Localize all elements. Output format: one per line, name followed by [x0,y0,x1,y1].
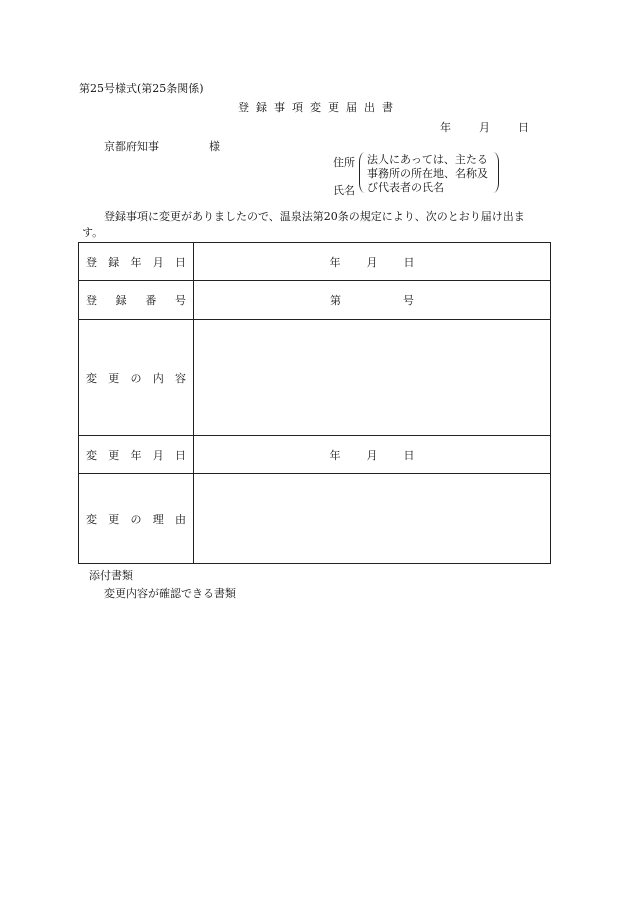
addressee [104,138,220,154]
table-row-registration-number [79,281,551,320]
submission-date [440,119,529,135]
addressee-name: 京都府知事 [104,140,159,153]
applicant-note-line: 法人にあっては、主たる [367,153,488,166]
row-label: 変更の内容 [79,320,194,436]
address-label: 住所 [333,156,355,169]
table-row-registration-date [79,243,551,281]
change-reason-field[interactable] [194,474,551,564]
row-label: 登録年月日 [79,243,194,281]
row-label: 変更の理由 [79,474,194,564]
form-number: 第25号様式(第25条関係) [79,82,204,95]
change-content-field[interactable] [194,320,551,436]
registration-change-table [78,242,551,564]
date-year: 年 [440,121,451,134]
attachment-item: 変更内容が確認できる書類 [104,587,236,600]
statement-line: 登録事項に変更がありましたので、温泉法第20条の規定により、次のとおり届け出ま [104,210,525,223]
document-title: 登録事項変更届出書 [238,101,400,114]
table-row-change-reason [79,474,551,564]
addressee-honorific: 様 [209,140,220,153]
table-row-change-date [79,436,551,474]
applicant-note [367,153,488,195]
change-date-field[interactable]: 年 月 日 [194,436,551,474]
applicant-note-line: び代表者の氏名 [367,181,444,194]
statement-line: す。 [82,226,104,239]
date-day: 日 [518,121,529,134]
name-label: 氏名 [333,184,355,197]
registration-date-field[interactable]: 年 月 日 [194,243,551,281]
registration-number-field[interactable]: 第 号 [194,281,551,320]
attachments-title: 添付書類 [89,569,133,582]
table-row-change-content [79,320,551,436]
applicant-note-line: 事務所の所在地、名称及 [367,167,488,180]
row-label: 登録番号 [79,281,194,320]
row-label: 変更年月日 [79,436,194,474]
date-month: 月 [479,121,490,134]
